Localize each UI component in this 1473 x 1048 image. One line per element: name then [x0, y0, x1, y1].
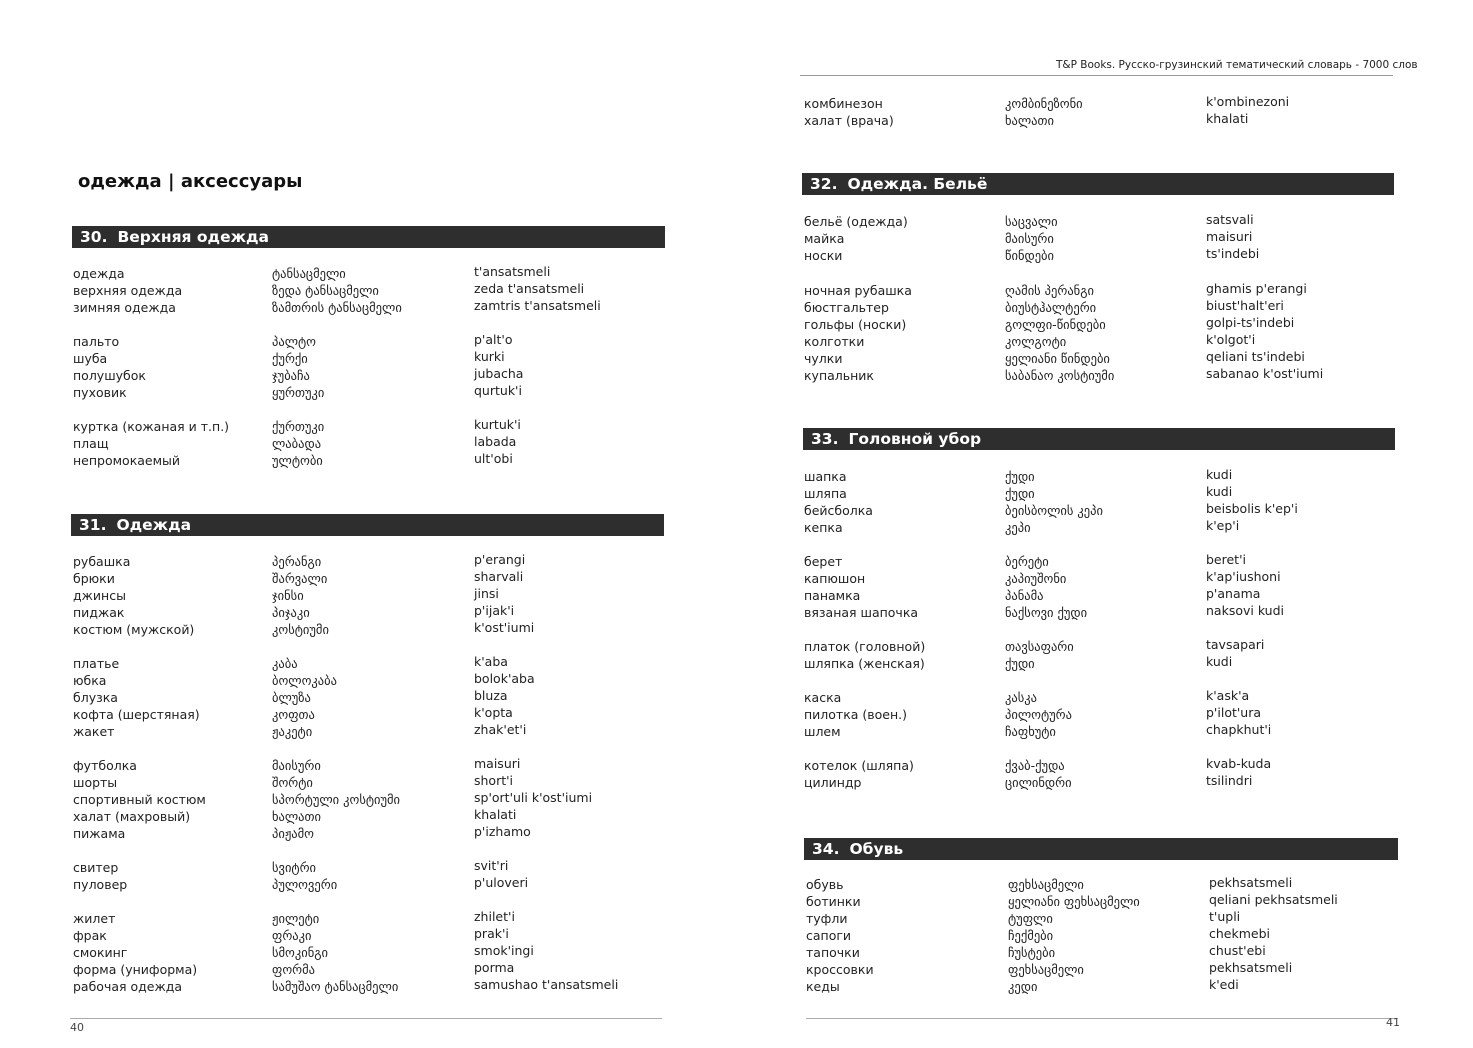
entry-transliteration: ts'indebi — [1206, 246, 1260, 261]
entry-russian: вязаная шапочка — [804, 605, 919, 620]
entry-georgian: ჟილეტი — [272, 911, 320, 926]
entry-georgian: სვიტრი — [272, 860, 317, 875]
entry-georgian: წინდები — [1005, 248, 1054, 263]
entry-transliteration: kudi — [1206, 484, 1233, 499]
entry-russian: смокинг — [73, 945, 128, 960]
entry-georgian: ჩექმები — [1008, 928, 1054, 943]
entry-russian: непромокаемый — [73, 453, 181, 468]
entry-georgian: ქუდი — [1005, 469, 1035, 484]
entry-georgian: კეპი — [1005, 520, 1031, 535]
entry-russian: пуловер — [73, 877, 128, 892]
section-title: Головной убор — [848, 430, 982, 448]
entry-russian: каска — [804, 690, 842, 705]
entry-georgian: ბოლოკაბა — [272, 673, 337, 688]
entry-transliteration: tsilindri — [1206, 773, 1253, 788]
entry-transliteration: qeliani pekhsatsmeli — [1209, 892, 1338, 907]
entry-georgian: პულოვერი — [272, 877, 338, 892]
footer-rule — [70, 1018, 662, 1019]
entry-russian: гольфы (носки) — [804, 317, 907, 332]
section-number: 33. — [811, 430, 839, 448]
entry-transliteration: k'ask'a — [1206, 688, 1250, 703]
right-page — [736, 0, 1473, 1048]
entry-transliteration: p'alt'o — [474, 332, 513, 347]
entry-georgian: ყელიანი ფეხსაცმელი — [1008, 894, 1140, 909]
entry-transliteration: chust'ebi — [1209, 943, 1266, 958]
footer-rule — [806, 1018, 1398, 1019]
entry-transliteration: t'upli — [1209, 909, 1241, 924]
entry-georgian: ტუფლი — [1008, 911, 1053, 926]
entry-georgian: საბანაო კოსტიუმი — [1005, 368, 1115, 383]
entry-russian: платок (головной) — [804, 639, 926, 654]
entry-transliteration: sp'ort'uli k'ost'iumi — [474, 790, 593, 805]
entry-transliteration: k'aba — [474, 654, 508, 669]
entry-russian: майка — [804, 231, 845, 246]
entry-russian: котелок (шляпа) — [804, 758, 914, 773]
entry-georgian: ზედა ტანსაცმელი — [272, 283, 379, 298]
entry-georgian: ცილინდრი — [1005, 775, 1072, 790]
entry-georgian: ხალათი — [1005, 113, 1055, 128]
entry-russian: футболка — [73, 758, 137, 773]
entry-transliteration: t'ansatsmeli — [474, 264, 551, 279]
entry-georgian: კასკა — [1005, 690, 1037, 705]
entry-georgian: ჟაკეტი — [272, 724, 313, 739]
entry-transliteration: p'erangi — [474, 552, 526, 567]
entry-transliteration: zhilet'i — [474, 909, 515, 924]
entry-transliteration: k'ombinezoni — [1206, 94, 1290, 109]
entry-transliteration: p'anama — [1206, 586, 1261, 601]
entry-transliteration: kudi — [1206, 654, 1233, 669]
entry-transliteration: ghamis p'erangi — [1206, 281, 1307, 296]
entry-georgian: ულტობი — [272, 453, 323, 468]
section-32-heading — [802, 173, 1394, 195]
entry-transliteration: kurki — [474, 349, 505, 364]
entry-georgian: ფეხსაცმელი — [1008, 877, 1084, 892]
entry-transliteration: short'i — [474, 773, 514, 788]
section-33-heading — [803, 428, 1395, 450]
entry-russian: куртка (кожаная и т.п.) — [73, 419, 230, 434]
entry-russian: кеды — [806, 979, 840, 994]
entry-transliteration: bluza — [474, 688, 508, 703]
entry-georgian: კოფთა — [272, 707, 315, 722]
section-number: 30. — [80, 228, 108, 246]
entry-transliteration: sabanao k'ost'iumi — [1206, 366, 1324, 381]
entry-georgian: კაპიუშონი — [1005, 571, 1067, 586]
entry-transliteration: golpi-ts'indebi — [1206, 315, 1295, 330]
entry-georgian: კოსტიუმი — [272, 622, 329, 637]
entry-georgian: ბეისბოლის კეპი — [1005, 503, 1103, 518]
entry-russian: цилиндр — [804, 775, 862, 790]
entry-russian: зимняя одежда — [73, 300, 176, 315]
section-title: Обувь — [849, 840, 904, 858]
entry-transliteration: p'izhamo — [474, 824, 531, 839]
entry-transliteration: zhak'et'i — [474, 722, 527, 737]
entry-russian: спортивный костюм — [73, 792, 206, 807]
entry-russian: пилотка (воен.) — [804, 707, 908, 722]
entry-transliteration: k'ep'i — [1206, 518, 1240, 533]
entry-transliteration: chekmebi — [1209, 926, 1270, 941]
entry-georgian: შორტი — [272, 775, 313, 790]
entry-transliteration: k'edi — [1209, 977, 1239, 992]
entry-russian: носки — [804, 248, 843, 263]
entry-transliteration: jubacha — [474, 366, 524, 381]
entry-transliteration: pekhsatsmeli — [1209, 875, 1293, 890]
entry-georgian: ჯუბაჩა — [272, 368, 310, 383]
section-title: Одежда. Бельё — [847, 175, 988, 193]
entry-transliteration: naksovi kudi — [1206, 603, 1285, 618]
entry-transliteration: kvab-kuda — [1206, 756, 1272, 771]
entry-russian: брюки — [73, 571, 115, 586]
header-rule — [800, 75, 1393, 76]
entry-transliteration: zeda t'ansatsmeli — [474, 281, 585, 296]
entry-transliteration: maisuri — [474, 756, 521, 771]
entry-transliteration: k'ap'iushoni — [1206, 569, 1281, 584]
entry-georgian: პიჯაკი — [272, 605, 310, 620]
entry-russian: ночная рубашка — [804, 283, 912, 298]
entry-russian: шапка — [804, 469, 847, 484]
section-title: Верхняя одежда — [117, 228, 269, 246]
entry-georgian: ღამის პერანგი — [1005, 283, 1094, 298]
entry-transliteration: satsvali — [1206, 212, 1254, 227]
entry-georgian: ფორმა — [272, 962, 315, 977]
entry-russian: туфли — [806, 911, 848, 926]
section-number: 34. — [812, 840, 840, 858]
entry-georgian: ბლუზა — [272, 690, 311, 705]
page-number-left: 40 — [70, 1021, 84, 1034]
entry-transliteration: ult'obi — [474, 451, 513, 466]
entry-russian: шляпа — [804, 486, 847, 501]
entry-transliteration: kudi — [1206, 467, 1233, 482]
entry-georgian: თავსაფარი — [1005, 639, 1074, 654]
entry-transliteration: samushao t'ansatsmeli — [474, 977, 619, 992]
entry-russian: одежда — [73, 266, 125, 281]
entry-transliteration: pekhsatsmeli — [1209, 960, 1293, 975]
entry-russian: фрак — [73, 928, 107, 943]
entry-russian: халат (врача) — [804, 113, 894, 128]
entry-russian: бейсболка — [804, 503, 873, 518]
entry-georgian: პალტო — [272, 334, 317, 349]
entry-russian: кофта (шерстяная) — [73, 707, 200, 722]
entry-georgian: კაბა — [272, 656, 298, 671]
entry-russian: юбка — [73, 673, 107, 688]
entry-russian: джинсы — [73, 588, 126, 603]
entry-russian: колготки — [804, 334, 865, 349]
entry-russian: кепка — [804, 520, 843, 535]
entry-transliteration: jinsi — [474, 586, 499, 601]
entry-georgian: ქვაბ-ქუდა — [1005, 758, 1065, 773]
entry-russian: свитер — [73, 860, 119, 875]
entry-russian: шлем — [804, 724, 841, 739]
entry-georgian: მაისური — [1005, 231, 1054, 246]
entry-georgian: სპორტული კოსტიუმი — [272, 792, 401, 807]
entry-transliteration: smok'ingi — [474, 943, 534, 958]
entry-russian: капюшон — [804, 571, 866, 586]
entry-georgian: კედი — [1008, 979, 1038, 994]
entry-transliteration: svit'ri — [474, 858, 509, 873]
entry-russian: панамка — [804, 588, 861, 603]
entry-transliteration: k'olgot'i — [1206, 332, 1256, 347]
entry-transliteration: p'uloveri — [474, 875, 529, 890]
entry-georgian: ჯინსი — [272, 588, 304, 603]
entry-russian: тапочки — [806, 945, 860, 960]
entry-transliteration: sharvali — [474, 569, 524, 584]
entry-georgian: ბერეტი — [1005, 554, 1049, 569]
entry-russian: пуховик — [73, 385, 127, 400]
section-number: 31. — [79, 516, 107, 534]
entry-russian: шляпка (женская) — [804, 656, 925, 671]
entry-russian: рубашка — [73, 554, 131, 569]
entry-transliteration: tavsapari — [1206, 637, 1265, 652]
entry-georgian: ჩუსტები — [1008, 945, 1056, 960]
entry-transliteration: beret'i — [1206, 552, 1246, 567]
entry-transliteration: kurtuk'i — [474, 417, 521, 432]
entry-georgian: კოლგოტი — [1005, 334, 1067, 349]
entry-georgian: შარვალი — [272, 571, 328, 586]
entry-russian: кроссовки — [806, 962, 874, 977]
entry-russian: бюстгальтер — [804, 300, 889, 315]
entry-georgian: პანამა — [1005, 588, 1044, 603]
entry-russian: жакет — [73, 724, 115, 739]
entry-transliteration: porma — [474, 960, 515, 975]
entry-georgian: პიჟამო — [272, 826, 314, 841]
entry-russian: плащ — [73, 436, 109, 451]
entry-georgian: ყელიანი წინდები — [1005, 351, 1110, 366]
entry-russian: платье — [73, 656, 120, 671]
section-30-heading — [72, 226, 665, 248]
entry-georgian: ნაქსოვი ქუდი — [1005, 605, 1088, 620]
entry-georgian: ბიუსტჰალტერი — [1005, 300, 1097, 315]
entry-georgian: პილოტურა — [1005, 707, 1072, 722]
chapter-title: одежда | аксессуары — [78, 171, 303, 192]
page-number-right: 41 — [1386, 1016, 1400, 1029]
entry-georgian: ფეხსაცმელი — [1008, 962, 1084, 977]
entry-georgian: საცვალი — [1005, 214, 1058, 229]
entry-russian: сапоги — [806, 928, 852, 943]
entry-georgian: ტანსაცმელი — [272, 266, 346, 281]
entry-georgian: მაისური — [272, 758, 321, 773]
entry-georgian: ქურთუკი — [272, 419, 325, 434]
entry-georgian: ზამთრის ტანსაცმელი — [272, 300, 402, 315]
entry-georgian: ხალათი — [272, 809, 322, 824]
entry-russian: блузка — [73, 690, 118, 705]
entry-georgian: სმოკინგი — [272, 945, 328, 960]
entry-russian: чулки — [804, 351, 843, 366]
entry-georgian: კომბინეზონი — [1005, 96, 1083, 111]
entry-georgian: ჩაფხუტი — [1005, 724, 1056, 739]
entry-georgian: ქუდი — [1005, 486, 1035, 501]
section-31-heading — [71, 514, 664, 536]
entry-transliteration: khalati — [474, 807, 517, 822]
entry-russian: рабочая одежда — [73, 979, 183, 994]
entry-russian: шуба — [73, 351, 108, 366]
entry-georgian: გოლფი-წინდები — [1005, 317, 1106, 332]
entry-russian: пижама — [73, 826, 126, 841]
entry-russian: пиджак — [73, 605, 125, 620]
left-page — [0, 0, 736, 1048]
entry-russian: жилет — [73, 911, 116, 926]
running-header: T&P Books. Русско-грузинский тематический словарь - 7000 слов — [1056, 59, 1418, 71]
entry-russian: форма (униформа) — [73, 962, 198, 977]
entry-russian: халат (махровый) — [73, 809, 191, 824]
entry-transliteration: qeliani ts'indebi — [1206, 349, 1305, 364]
entry-transliteration: k'ost'iumi — [474, 620, 535, 635]
entry-transliteration: p'ijak'i — [474, 603, 515, 618]
entry-russian: костюм (мужской) — [73, 622, 195, 637]
entry-georgian: პერანგი — [272, 554, 322, 569]
entry-russian: верхняя одежда — [73, 283, 183, 298]
entry-transliteration: k'opta — [474, 705, 513, 720]
entry-transliteration: p'ilot'ura — [1206, 705, 1262, 720]
entry-transliteration: prak'i — [474, 926, 509, 941]
entry-transliteration: maisuri — [1206, 229, 1253, 244]
entry-georgian: ყურთუკი — [272, 385, 325, 400]
entry-georgian: ქურქი — [272, 351, 308, 366]
entry-transliteration: zamtris t'ansatsmeli — [474, 298, 601, 313]
entry-russian: берет — [804, 554, 843, 569]
entry-russian: ботинки — [806, 894, 861, 909]
section-number: 32. — [810, 175, 838, 193]
entry-georgian: ქუდი — [1005, 656, 1035, 671]
entry-russian: купальник — [804, 368, 874, 383]
entry-georgian: სამუშაო ტანსაცმელი — [272, 979, 399, 994]
entry-transliteration: biust'halt'eri — [1206, 298, 1284, 313]
entry-russian: шорты — [73, 775, 118, 790]
entry-transliteration: chapkhut'i — [1206, 722, 1272, 737]
entry-georgian: ფრაკი — [272, 928, 312, 943]
entry-transliteration: labada — [474, 434, 517, 449]
entry-transliteration: khalati — [1206, 111, 1249, 126]
entry-georgian: ლაბადა — [272, 436, 322, 451]
entry-transliteration: qurtuk'i — [474, 383, 522, 398]
entry-russian: комбинезон — [804, 96, 883, 111]
entry-russian: полушубок — [73, 368, 146, 383]
entry-transliteration: bolok'aba — [474, 671, 535, 686]
section-title: Одежда — [116, 516, 192, 534]
entry-russian: пальто — [73, 334, 120, 349]
entry-russian: бельё (одежда) — [804, 214, 908, 229]
section-34-heading — [804, 838, 1398, 860]
entry-transliteration: beisbolis k'ep'i — [1206, 501, 1298, 516]
entry-russian: обувь — [806, 877, 844, 892]
